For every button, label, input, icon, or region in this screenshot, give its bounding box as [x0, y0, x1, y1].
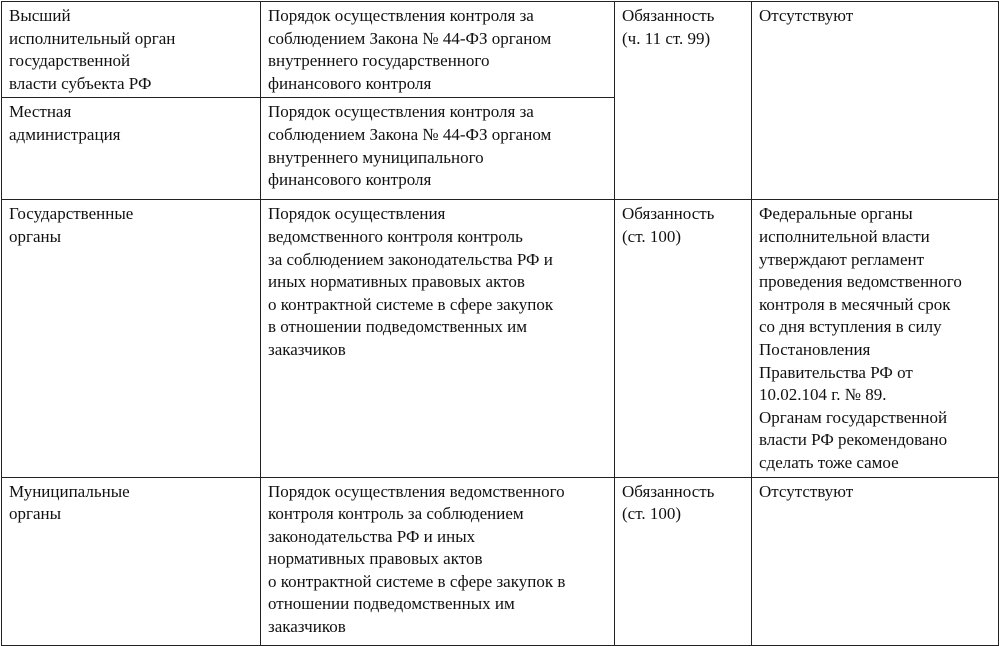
table-row: [2, 2, 999, 98]
table-row: [2, 200, 999, 477]
cell-procedure: Порядок осуществления ведомственного контроля контроль за соблюдением законодательства РФ и иных нормативных правовых актов о контрактной системе в сфере закупок в отношении подведомственных им заказчиков: [261, 477, 615, 645]
table-row: [2, 477, 999, 645]
cell-obligation: Обязанность (ст. 100): [615, 200, 752, 477]
cell-body: Высший исполнительный орган государственной власти субъекта РФ: [2, 2, 261, 98]
cell-obligation-merged: Обязанность (ч. 11 ст. 99): [615, 2, 752, 200]
cell-procedure: Порядок осуществления контроля за соблюдением Закона № 44-ФЗ органом внутреннего муниципального финансового контроля: [261, 98, 615, 200]
cell-procedure: Порядок осуществления контроля за соблюдением Закона № 44-ФЗ органом внутреннего государственного финансового контроля: [261, 2, 615, 98]
control-table: [1, 1, 999, 646]
cell-body: Муниципальные органы: [2, 477, 261, 645]
cell-regulation-merged: Отсутствуют: [752, 2, 999, 200]
cell-body: Местная администрация: [2, 98, 261, 200]
cell-regulation: Федеральные органы исполнительной власти утверждают регламент проведения ведомственного контроля в месячный срок со дня вступления в силу Постановления Правительства РФ от 10.02.104 г. № 89. Органам государственной власти РФ рекомендовано сделать тоже самое: [752, 200, 999, 477]
cell-body: Государственные органы: [2, 200, 261, 477]
cell-obligation: Обязанность (ст. 100): [615, 477, 752, 645]
cell-regulation: Отсутствуют: [752, 477, 999, 645]
cell-procedure: Порядок осуществления ведомственного контроля контроль за соблюдением законодательства РФ и иных нормативных правовых актов о контрактной системе в сфере закупок в отношении подведомственных им заказчиков: [261, 200, 615, 477]
